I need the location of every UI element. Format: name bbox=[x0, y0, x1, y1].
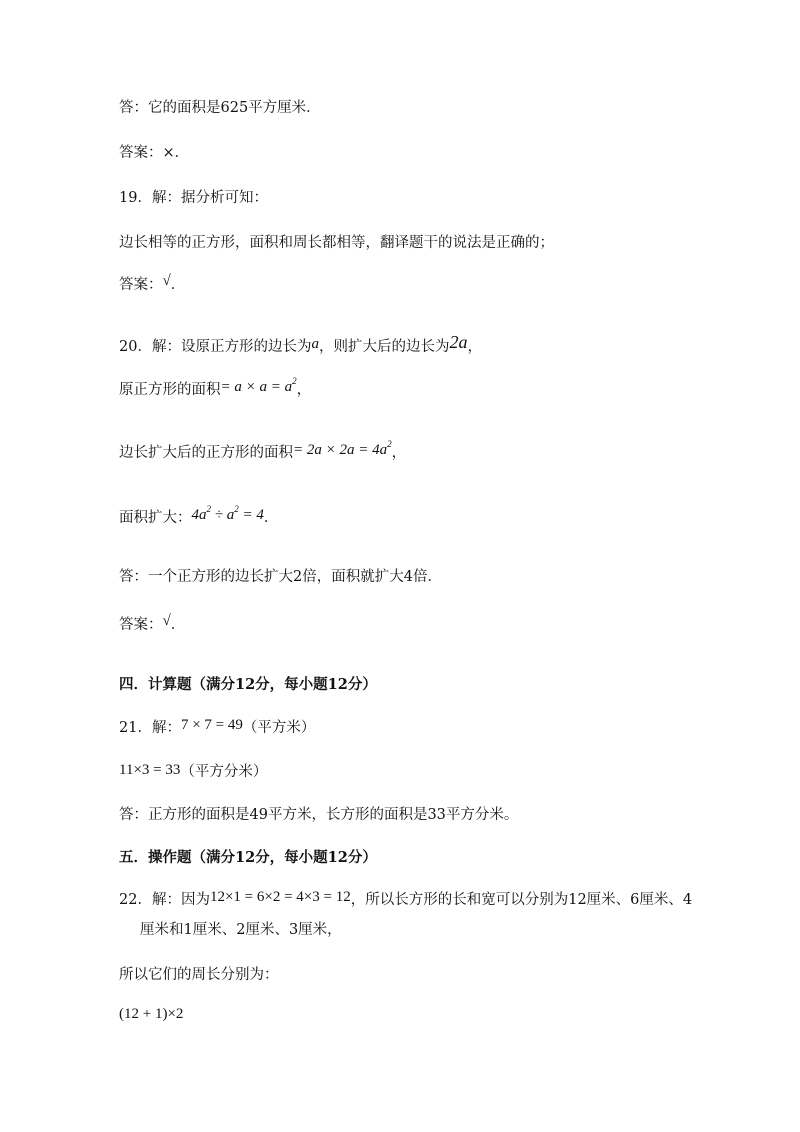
comma: ， bbox=[296, 382, 312, 398]
solution-22-dimensions: ，所以长方形的长和宽可以分别为12厘米、6厘米、4 bbox=[350, 892, 693, 908]
perimeter-formula: (12 + 1)×2 bbox=[119, 1006, 184, 1022]
original-area-line bbox=[119, 376, 312, 400]
perimeter-expr-1 bbox=[119, 1004, 183, 1024]
enlarged-area-label: 边长扩大后的正方形的面积 bbox=[119, 445, 293, 461]
check-mark: √ bbox=[162, 613, 171, 629]
comma: ， bbox=[391, 445, 407, 461]
expr-2a: 2a bbox=[449, 332, 468, 352]
answer-line-check-20 bbox=[119, 615, 185, 635]
section-heading-operation: 五．操作题（满分12分，每小题12分） bbox=[119, 849, 377, 866]
answer-line-cross: 答案：×． bbox=[119, 145, 190, 161]
unit-square-decimeter: （平方分米） bbox=[180, 764, 268, 780]
period: ． bbox=[170, 617, 186, 633]
solution-22-dimensions-cont: 厘米和1厘米、2厘米、3厘米， bbox=[140, 922, 342, 938]
answer-label: 答案： bbox=[119, 617, 163, 633]
solution-20-conclusion: 答：一个正方形的边长扩大2倍，面积就扩大4倍． bbox=[119, 569, 442, 585]
factor-pairs-expr: 12×1 = 6×2 = 4×3 = 12 bbox=[209, 889, 351, 905]
solution-20-mid: ，则扩大后的边长为 bbox=[318, 339, 450, 355]
check-mark: √ bbox=[162, 273, 171, 289]
solution-19-intro: 19．解：据分析可知： bbox=[119, 190, 268, 206]
solution-20-prefix: 20．解：设原正方形的边长为 bbox=[119, 339, 312, 355]
period: ． bbox=[263, 510, 279, 526]
solution-20-intro bbox=[119, 332, 482, 357]
original-area-label: 原正方形的面积 bbox=[119, 382, 221, 398]
perimeter-intro: 所以它们的周长分别为： bbox=[119, 967, 279, 983]
square-area-expr: 7 × 7 = 49 bbox=[180, 717, 243, 733]
comma: ， bbox=[467, 339, 482, 355]
period: ． bbox=[170, 277, 186, 293]
enlarged-area-expr: = $2a \times 2a = 4a^2$ bbox=[293, 439, 392, 458]
original-area-expr: = $a \times a = a^2$ bbox=[220, 376, 297, 395]
answer-line-check-19 bbox=[119, 275, 185, 295]
solution-21-square bbox=[119, 718, 315, 738]
solution-21-prefix: 21．解： bbox=[119, 720, 181, 736]
answer-line-area-625: 答：它的面积是625平方厘米． bbox=[119, 100, 321, 116]
solution-21-conclusion: 答：正方形的面积是49平方米，长方形的面积是33平方分米。 bbox=[119, 807, 519, 823]
solution-22-intro bbox=[119, 890, 692, 910]
answer-label: 答案： bbox=[119, 277, 163, 293]
solution-22-prefix: 22．解：因为 bbox=[119, 892, 210, 908]
section-heading-calculation: 四．计算题（满分12分，每小题12分） bbox=[119, 676, 377, 693]
unit-square-meter: （平方米） bbox=[242, 720, 316, 736]
solution-21-rectangle bbox=[119, 762, 267, 782]
enlarged-area-line bbox=[119, 439, 407, 463]
rectangle-area-expr: 11×3 = 33 bbox=[119, 762, 181, 778]
area-ratio-line bbox=[119, 504, 279, 528]
area-ratio-label: 面积扩大： bbox=[119, 510, 192, 526]
var-a: a bbox=[311, 336, 319, 352]
area-ratio-expr: $4a^2 \div a^2 = 4$ bbox=[191, 504, 264, 523]
solution-19-explanation: 边长相等的正方形，面积和周长都相等，翻译题干的说法是正确的； bbox=[119, 235, 554, 251]
